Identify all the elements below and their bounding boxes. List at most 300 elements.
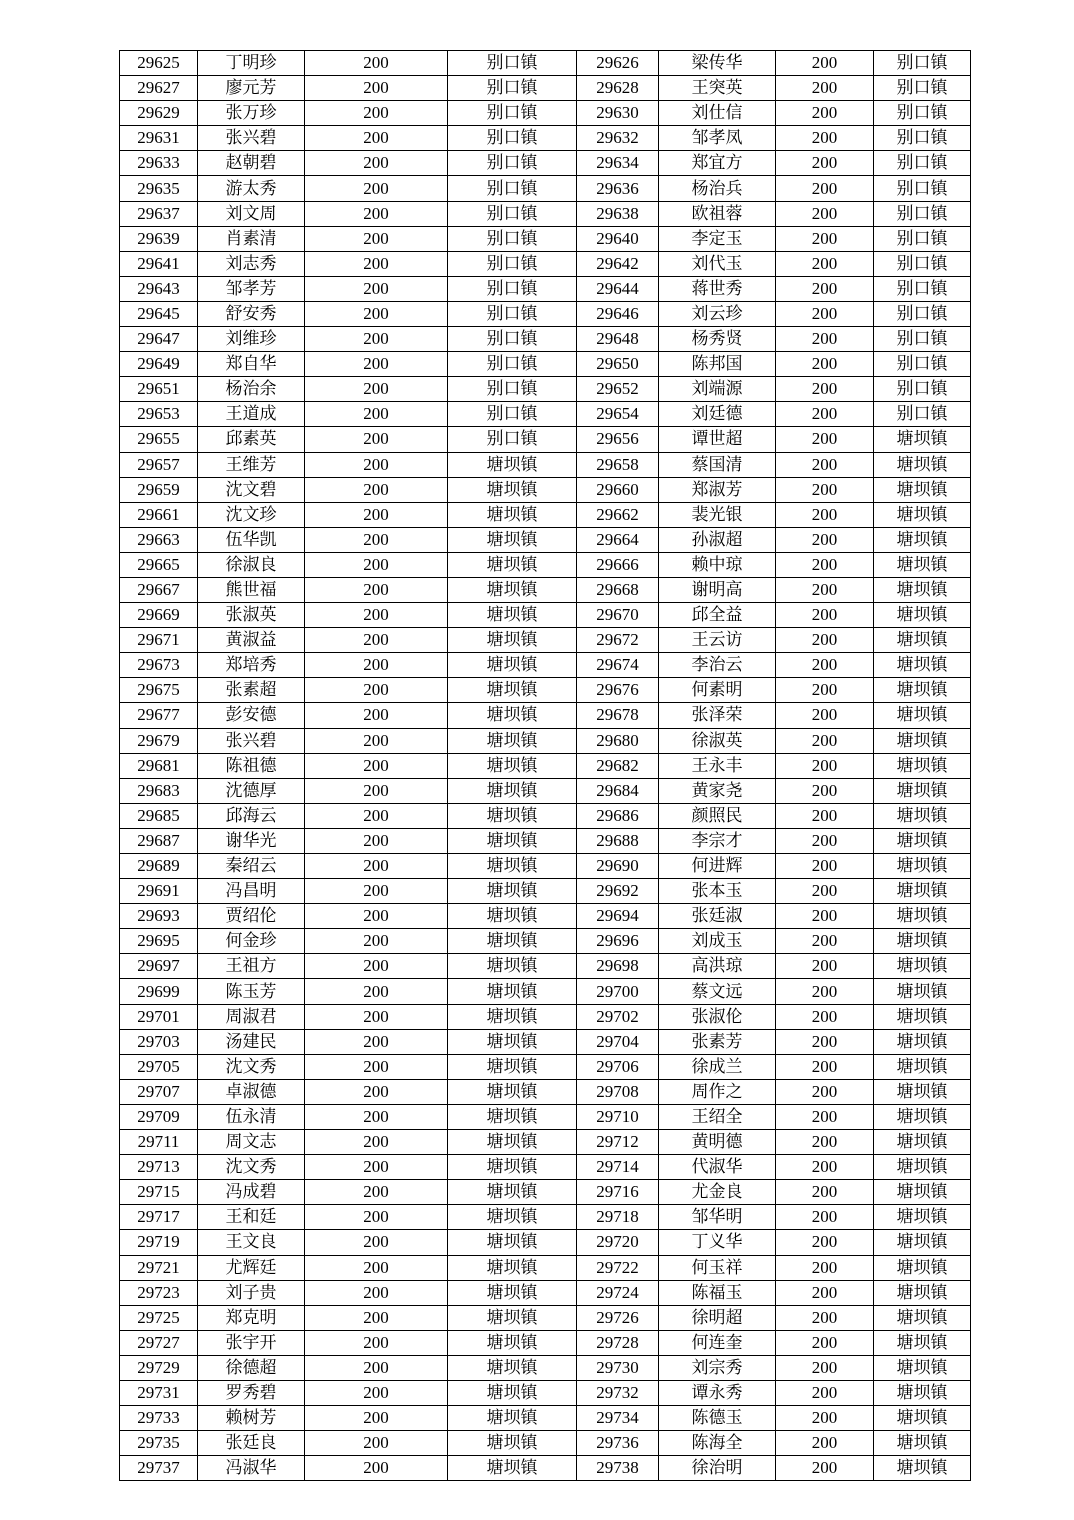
cell-left-town: 塘坝镇 xyxy=(448,1431,577,1456)
cell-left-town: 别口镇 xyxy=(448,51,577,76)
table-row xyxy=(120,1079,971,1104)
cell-right-name: 刘云珍 xyxy=(659,301,776,326)
cell-left-amount: 200 xyxy=(305,1079,448,1104)
cell-right-id: 29680 xyxy=(577,728,659,753)
cell-right-id: 29628 xyxy=(577,76,659,101)
cell-right-town: 塘坝镇 xyxy=(874,904,971,929)
cell-right-name: 杨治兵 xyxy=(659,176,776,201)
subsidy-list-table xyxy=(119,50,971,1481)
cell-right-town: 塘坝镇 xyxy=(874,1155,971,1180)
cell-left-name: 周文志 xyxy=(198,1130,305,1155)
cell-left-town: 别口镇 xyxy=(448,101,577,126)
table-row xyxy=(120,904,971,929)
cell-left-amount: 200 xyxy=(305,1155,448,1180)
cell-right-id: 29676 xyxy=(577,678,659,703)
cell-right-amount: 200 xyxy=(776,101,874,126)
cell-right-town: 塘坝镇 xyxy=(874,1130,971,1155)
table-row xyxy=(120,502,971,527)
cell-right-name: 裴光银 xyxy=(659,502,776,527)
cell-left-town: 别口镇 xyxy=(448,226,577,251)
cell-right-id: 29650 xyxy=(577,352,659,377)
cell-left-amount: 200 xyxy=(305,151,448,176)
cell-right-name: 刘代玉 xyxy=(659,251,776,276)
cell-left-name: 伍永清 xyxy=(198,1104,305,1129)
cell-left-id: 29717 xyxy=(120,1205,198,1230)
cell-right-id: 29646 xyxy=(577,301,659,326)
table-row xyxy=(120,201,971,226)
cell-left-town: 别口镇 xyxy=(448,301,577,326)
cell-right-name: 李治云 xyxy=(659,653,776,678)
cell-left-name: 谢华光 xyxy=(198,828,305,853)
cell-right-name: 高洪琼 xyxy=(659,954,776,979)
cell-left-name: 冯昌明 xyxy=(198,879,305,904)
cell-left-name: 黄淑益 xyxy=(198,628,305,653)
cell-right-id: 29684 xyxy=(577,778,659,803)
cell-right-amount: 200 xyxy=(776,1029,874,1054)
cell-right-name: 徐明超 xyxy=(659,1305,776,1330)
cell-right-id: 29658 xyxy=(577,452,659,477)
cell-left-amount: 200 xyxy=(305,276,448,301)
cell-right-name: 孙淑超 xyxy=(659,527,776,552)
cell-left-town: 塘坝镇 xyxy=(448,1305,577,1330)
cell-right-id: 29734 xyxy=(577,1406,659,1431)
cell-right-town: 别口镇 xyxy=(874,201,971,226)
cell-left-town: 塘坝镇 xyxy=(448,703,577,728)
cell-right-town: 塘坝镇 xyxy=(874,1380,971,1405)
cell-left-town: 塘坝镇 xyxy=(448,1004,577,1029)
table-row xyxy=(120,176,971,201)
cell-left-amount: 200 xyxy=(305,201,448,226)
cell-right-id: 29718 xyxy=(577,1205,659,1230)
table-row xyxy=(120,1130,971,1155)
table-row xyxy=(120,251,971,276)
table-row xyxy=(120,803,971,828)
table-row xyxy=(120,753,971,778)
cell-right-id: 29690 xyxy=(577,854,659,879)
cell-left-town: 塘坝镇 xyxy=(448,577,577,602)
cell-right-town: 塘坝镇 xyxy=(874,628,971,653)
cell-left-id: 29649 xyxy=(120,352,198,377)
table-row xyxy=(120,1029,971,1054)
cell-right-id: 29674 xyxy=(577,653,659,678)
cell-left-amount: 200 xyxy=(305,251,448,276)
cell-left-name: 刘维珍 xyxy=(198,327,305,352)
cell-right-amount: 200 xyxy=(776,352,874,377)
cell-left-name: 冯淑华 xyxy=(198,1456,305,1481)
cell-left-name: 邱海云 xyxy=(198,803,305,828)
cell-left-name: 肖素清 xyxy=(198,226,305,251)
cell-left-town: 塘坝镇 xyxy=(448,954,577,979)
cell-right-name: 蔡国清 xyxy=(659,452,776,477)
cell-left-amount: 200 xyxy=(305,1180,448,1205)
cell-right-id: 29666 xyxy=(577,552,659,577)
cell-right-town: 别口镇 xyxy=(874,176,971,201)
cell-left-id: 29703 xyxy=(120,1029,198,1054)
cell-left-name: 罗秀碧 xyxy=(198,1380,305,1405)
cell-right-amount: 200 xyxy=(776,628,874,653)
cell-right-name: 蒋世秀 xyxy=(659,276,776,301)
cell-left-id: 29637 xyxy=(120,201,198,226)
cell-right-amount: 200 xyxy=(776,51,874,76)
cell-left-amount: 200 xyxy=(305,1054,448,1079)
table-row xyxy=(120,226,971,251)
cell-left-name: 卓淑德 xyxy=(198,1079,305,1104)
cell-right-amount: 200 xyxy=(776,954,874,979)
cell-left-town: 别口镇 xyxy=(448,352,577,377)
cell-left-name: 郑克明 xyxy=(198,1305,305,1330)
table-row xyxy=(120,301,971,326)
cell-right-town: 别口镇 xyxy=(874,126,971,151)
cell-left-id: 29663 xyxy=(120,527,198,552)
cell-right-town: 塘坝镇 xyxy=(874,803,971,828)
cell-left-town: 塘坝镇 xyxy=(448,1130,577,1155)
cell-left-name: 刘子贵 xyxy=(198,1280,305,1305)
cell-right-amount: 200 xyxy=(776,678,874,703)
cell-left-town: 塘坝镇 xyxy=(448,552,577,577)
cell-left-town: 塘坝镇 xyxy=(448,452,577,477)
table-row xyxy=(120,1004,971,1029)
cell-left-name: 郑培秀 xyxy=(198,653,305,678)
table-row xyxy=(120,728,971,753)
table-row xyxy=(120,1431,971,1456)
table-row xyxy=(120,1054,971,1079)
cell-left-amount: 200 xyxy=(305,1255,448,1280)
cell-left-name: 沈文秀 xyxy=(198,1155,305,1180)
cell-right-id: 29686 xyxy=(577,803,659,828)
cell-right-town: 别口镇 xyxy=(874,377,971,402)
cell-left-amount: 200 xyxy=(305,352,448,377)
cell-left-amount: 200 xyxy=(305,301,448,326)
cell-right-town: 塘坝镇 xyxy=(874,603,971,628)
cell-right-amount: 200 xyxy=(776,1104,874,1129)
cell-left-town: 别口镇 xyxy=(448,151,577,176)
cell-left-amount: 200 xyxy=(305,954,448,979)
table-row xyxy=(120,954,971,979)
cell-right-id: 29722 xyxy=(577,1255,659,1280)
cell-left-id: 29689 xyxy=(120,854,198,879)
cell-left-town: 塘坝镇 xyxy=(448,653,577,678)
cell-left-amount: 200 xyxy=(305,1130,448,1155)
table-row xyxy=(120,1456,971,1481)
table-row xyxy=(120,1205,971,1230)
cell-right-name: 周作之 xyxy=(659,1079,776,1104)
cell-left-town: 别口镇 xyxy=(448,427,577,452)
cell-right-amount: 200 xyxy=(776,653,874,678)
cell-right-town: 塘坝镇 xyxy=(874,1431,971,1456)
cell-left-town: 塘坝镇 xyxy=(448,803,577,828)
cell-right-id: 29726 xyxy=(577,1305,659,1330)
cell-right-id: 29636 xyxy=(577,176,659,201)
cell-right-name: 何进辉 xyxy=(659,854,776,879)
cell-left-name: 郑自华 xyxy=(198,352,305,377)
cell-left-name: 王文良 xyxy=(198,1230,305,1255)
cell-left-town: 塘坝镇 xyxy=(448,1180,577,1205)
cell-right-name: 何玉祥 xyxy=(659,1255,776,1280)
cell-left-id: 29633 xyxy=(120,151,198,176)
cell-right-name: 刘端源 xyxy=(659,377,776,402)
cell-left-id: 29641 xyxy=(120,251,198,276)
cell-left-id: 29631 xyxy=(120,126,198,151)
cell-right-name: 张素芳 xyxy=(659,1029,776,1054)
cell-left-id: 29665 xyxy=(120,552,198,577)
cell-right-name: 赖中琼 xyxy=(659,552,776,577)
cell-right-amount: 200 xyxy=(776,1431,874,1456)
cell-right-id: 29714 xyxy=(577,1155,659,1180)
cell-left-name: 邹孝芳 xyxy=(198,276,305,301)
cell-left-amount: 200 xyxy=(305,101,448,126)
cell-left-name: 贾绍伦 xyxy=(198,904,305,929)
cell-left-name: 王祖方 xyxy=(198,954,305,979)
cell-right-town: 塘坝镇 xyxy=(874,954,971,979)
cell-left-town: 别口镇 xyxy=(448,276,577,301)
cell-right-id: 29688 xyxy=(577,828,659,853)
table-row xyxy=(120,854,971,879)
table-row xyxy=(120,477,971,502)
cell-right-amount: 200 xyxy=(776,1355,874,1380)
table-row xyxy=(120,327,971,352)
table-row xyxy=(120,352,971,377)
cell-right-name: 何素明 xyxy=(659,678,776,703)
cell-right-name: 代淑华 xyxy=(659,1155,776,1180)
cell-left-id: 29625 xyxy=(120,51,198,76)
cell-left-town: 塘坝镇 xyxy=(448,1406,577,1431)
cell-left-id: 29695 xyxy=(120,929,198,954)
cell-right-amount: 200 xyxy=(776,728,874,753)
cell-left-name: 王维芳 xyxy=(198,452,305,477)
cell-left-id: 29715 xyxy=(120,1180,198,1205)
cell-right-amount: 200 xyxy=(776,929,874,954)
table-row xyxy=(120,1380,971,1405)
cell-left-id: 29627 xyxy=(120,76,198,101)
cell-left-name: 赵朝碧 xyxy=(198,151,305,176)
cell-left-town: 别口镇 xyxy=(448,327,577,352)
cell-right-town: 塘坝镇 xyxy=(874,1205,971,1230)
cell-right-amount: 200 xyxy=(776,703,874,728)
cell-left-id: 29653 xyxy=(120,402,198,427)
cell-left-amount: 200 xyxy=(305,577,448,602)
cell-right-id: 29738 xyxy=(577,1456,659,1481)
cell-left-amount: 200 xyxy=(305,828,448,853)
cell-right-amount: 200 xyxy=(776,1456,874,1481)
cell-left-amount: 200 xyxy=(305,452,448,477)
cell-left-town: 塘坝镇 xyxy=(448,828,577,853)
cell-right-amount: 200 xyxy=(776,452,874,477)
cell-right-town: 别口镇 xyxy=(874,276,971,301)
cell-right-amount: 200 xyxy=(776,76,874,101)
cell-left-town: 别口镇 xyxy=(448,126,577,151)
cell-right-town: 塘坝镇 xyxy=(874,1230,971,1255)
cell-right-amount: 200 xyxy=(776,1155,874,1180)
table-row xyxy=(120,628,971,653)
cell-right-name: 张泽荣 xyxy=(659,703,776,728)
cell-left-name: 尤辉廷 xyxy=(198,1255,305,1280)
cell-left-id: 29721 xyxy=(120,1255,198,1280)
cell-right-name: 郑宜方 xyxy=(659,151,776,176)
table-row xyxy=(120,1180,971,1205)
cell-right-name: 陈海全 xyxy=(659,1431,776,1456)
cell-left-amount: 200 xyxy=(305,176,448,201)
table-row xyxy=(120,678,971,703)
cell-left-town: 塘坝镇 xyxy=(448,1330,577,1355)
cell-left-id: 29693 xyxy=(120,904,198,929)
cell-right-amount: 200 xyxy=(776,477,874,502)
cell-right-name: 陈福玉 xyxy=(659,1280,776,1305)
cell-left-name: 陈祖德 xyxy=(198,753,305,778)
cell-right-id: 29668 xyxy=(577,577,659,602)
cell-right-amount: 200 xyxy=(776,1054,874,1079)
cell-right-amount: 200 xyxy=(776,854,874,879)
cell-right-name: 蔡文远 xyxy=(659,979,776,1004)
cell-left-amount: 200 xyxy=(305,126,448,151)
cell-left-name: 游太秀 xyxy=(198,176,305,201)
cell-right-id: 29716 xyxy=(577,1180,659,1205)
cell-left-amount: 200 xyxy=(305,879,448,904)
cell-left-town: 塘坝镇 xyxy=(448,1280,577,1305)
table-row xyxy=(120,151,971,176)
table-row xyxy=(120,879,971,904)
cell-right-town: 塘坝镇 xyxy=(874,527,971,552)
cell-left-town: 塘坝镇 xyxy=(448,904,577,929)
cell-left-amount: 200 xyxy=(305,678,448,703)
cell-left-id: 29651 xyxy=(120,377,198,402)
cell-right-town: 别口镇 xyxy=(874,76,971,101)
cell-right-town: 塘坝镇 xyxy=(874,728,971,753)
cell-right-name: 陈邦国 xyxy=(659,352,776,377)
cell-left-id: 29671 xyxy=(120,628,198,653)
cell-right-town: 塘坝镇 xyxy=(874,427,971,452)
cell-left-name: 张兴碧 xyxy=(198,728,305,753)
cell-left-name: 汤建民 xyxy=(198,1029,305,1054)
table-row xyxy=(120,1330,971,1355)
cell-left-amount: 200 xyxy=(305,929,448,954)
cell-right-name: 刘仕信 xyxy=(659,101,776,126)
cell-left-town: 塘坝镇 xyxy=(448,1079,577,1104)
cell-left-id: 29713 xyxy=(120,1155,198,1180)
cell-left-town: 塘坝镇 xyxy=(448,1205,577,1230)
table-body xyxy=(120,51,971,1481)
cell-right-amount: 200 xyxy=(776,778,874,803)
cell-left-town: 塘坝镇 xyxy=(448,1380,577,1405)
cell-left-amount: 200 xyxy=(305,1456,448,1481)
cell-left-amount: 200 xyxy=(305,803,448,828)
cell-right-amount: 200 xyxy=(776,1305,874,1330)
cell-right-id: 29736 xyxy=(577,1431,659,1456)
cell-right-name: 徐淑英 xyxy=(659,728,776,753)
cell-right-amount: 200 xyxy=(776,828,874,853)
cell-left-name: 沈文碧 xyxy=(198,477,305,502)
cell-right-town: 别口镇 xyxy=(874,101,971,126)
cell-left-amount: 200 xyxy=(305,753,448,778)
cell-left-id: 29711 xyxy=(120,1130,198,1155)
cell-left-name: 廖元芳 xyxy=(198,76,305,101)
cell-left-town: 塘坝镇 xyxy=(448,1104,577,1129)
table-row xyxy=(120,1155,971,1180)
cell-left-amount: 200 xyxy=(305,628,448,653)
cell-right-id: 29664 xyxy=(577,527,659,552)
cell-left-id: 29737 xyxy=(120,1456,198,1481)
cell-right-id: 29732 xyxy=(577,1380,659,1405)
cell-left-amount: 200 xyxy=(305,603,448,628)
cell-right-town: 塘坝镇 xyxy=(874,1406,971,1431)
cell-left-amount: 200 xyxy=(305,527,448,552)
cell-right-id: 29648 xyxy=(577,327,659,352)
cell-left-id: 29647 xyxy=(120,327,198,352)
table-row xyxy=(120,828,971,853)
cell-right-amount: 200 xyxy=(776,427,874,452)
cell-left-id: 29645 xyxy=(120,301,198,326)
cell-right-town: 塘坝镇 xyxy=(874,1004,971,1029)
cell-right-town: 塘坝镇 xyxy=(874,1104,971,1129)
cell-left-name: 邱素英 xyxy=(198,427,305,452)
cell-right-name: 王永丰 xyxy=(659,753,776,778)
cell-right-amount: 200 xyxy=(776,1004,874,1029)
cell-left-name: 何金珍 xyxy=(198,929,305,954)
cell-right-amount: 200 xyxy=(776,527,874,552)
cell-right-name: 杨秀贤 xyxy=(659,327,776,352)
cell-left-town: 别口镇 xyxy=(448,76,577,101)
cell-right-id: 29678 xyxy=(577,703,659,728)
cell-left-id: 29629 xyxy=(120,101,198,126)
cell-right-name: 邱全益 xyxy=(659,603,776,628)
cell-left-name: 杨治余 xyxy=(198,377,305,402)
cell-left-id: 29705 xyxy=(120,1054,198,1079)
cell-right-amount: 200 xyxy=(776,402,874,427)
cell-right-town: 塘坝镇 xyxy=(874,1029,971,1054)
cell-left-town: 塘坝镇 xyxy=(448,1255,577,1280)
cell-left-amount: 200 xyxy=(305,402,448,427)
cell-right-town: 塘坝镇 xyxy=(874,678,971,703)
cell-left-name: 秦绍云 xyxy=(198,854,305,879)
cell-right-id: 29654 xyxy=(577,402,659,427)
cell-right-amount: 200 xyxy=(776,577,874,602)
cell-left-id: 29667 xyxy=(120,577,198,602)
cell-left-id: 29661 xyxy=(120,502,198,527)
cell-right-name: 王突英 xyxy=(659,76,776,101)
cell-right-name: 尤金良 xyxy=(659,1180,776,1205)
cell-right-town: 别口镇 xyxy=(874,301,971,326)
cell-right-id: 29712 xyxy=(577,1130,659,1155)
cell-left-id: 29725 xyxy=(120,1305,198,1330)
cell-left-amount: 200 xyxy=(305,226,448,251)
cell-left-name: 张万珍 xyxy=(198,101,305,126)
cell-right-town: 别口镇 xyxy=(874,226,971,251)
cell-left-name: 沈文秀 xyxy=(198,1054,305,1079)
cell-left-amount: 200 xyxy=(305,728,448,753)
cell-right-town: 别口镇 xyxy=(874,151,971,176)
cell-right-id: 29660 xyxy=(577,477,659,502)
cell-left-town: 塘坝镇 xyxy=(448,603,577,628)
cell-left-town: 塘坝镇 xyxy=(448,879,577,904)
cell-right-amount: 200 xyxy=(776,327,874,352)
table-row xyxy=(120,1280,971,1305)
cell-left-town: 塘坝镇 xyxy=(448,1054,577,1079)
cell-left-id: 29677 xyxy=(120,703,198,728)
table-row xyxy=(120,552,971,577)
cell-right-name: 邹孝凤 xyxy=(659,126,776,151)
table-row xyxy=(120,402,971,427)
cell-left-id: 29729 xyxy=(120,1355,198,1380)
cell-right-town: 塘坝镇 xyxy=(874,929,971,954)
table-row xyxy=(120,577,971,602)
cell-right-town: 塘坝镇 xyxy=(874,979,971,1004)
cell-right-town: 塘坝镇 xyxy=(874,1456,971,1481)
cell-left-amount: 200 xyxy=(305,76,448,101)
cell-right-id: 29670 xyxy=(577,603,659,628)
cell-right-id: 29634 xyxy=(577,151,659,176)
cell-right-amount: 200 xyxy=(776,1079,874,1104)
cell-right-id: 29682 xyxy=(577,753,659,778)
cell-left-id: 29643 xyxy=(120,276,198,301)
